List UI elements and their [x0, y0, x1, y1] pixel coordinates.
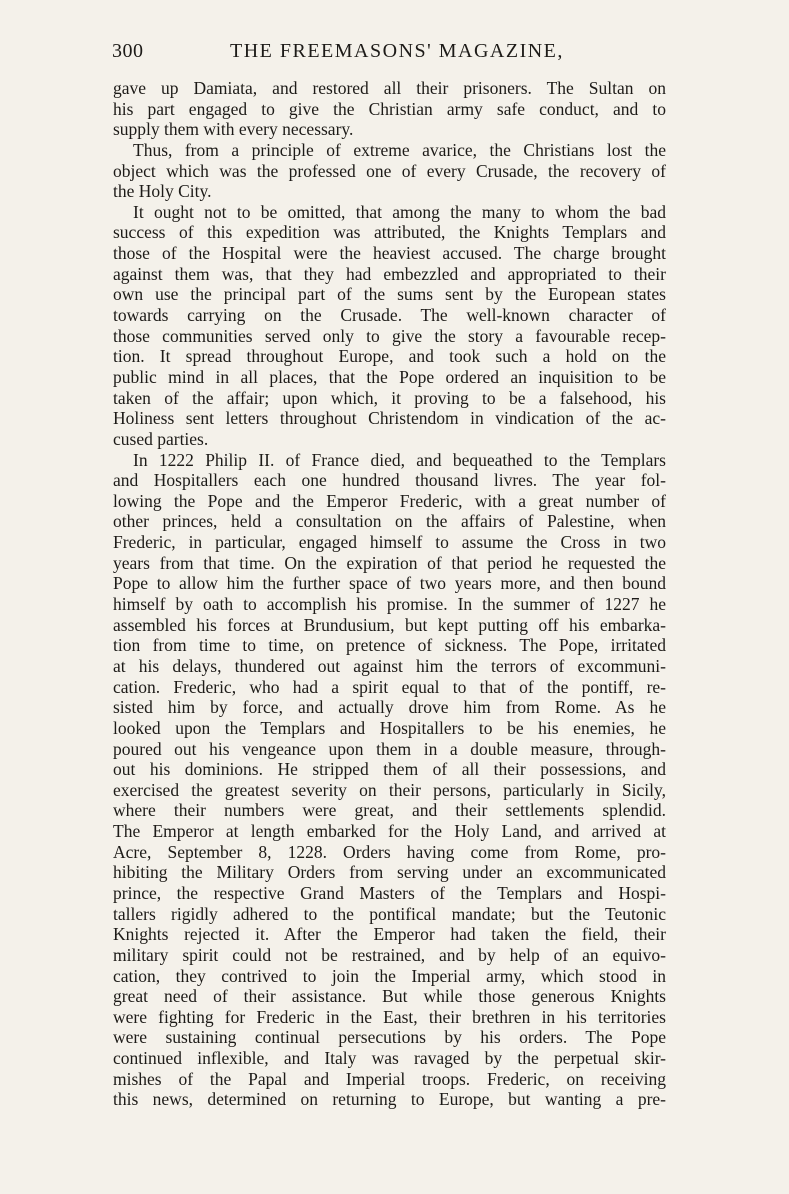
text-line: continued inflexible, and Italy was ravaged by the perpetual skir- — [113, 1048, 666, 1069]
text-line: and Hospitallers each one hundred thousand livres. The year fol- — [113, 470, 666, 491]
text-line: taken of the affair; upon which, it proving to be a falsehood, his — [113, 387, 666, 408]
text-line: cation, they contrived to join the Imperial army, which stood in — [113, 965, 666, 986]
article-body — [113, 78, 666, 1110]
text-line: assembled his forces at Brundusium, but kept putting off his embarka- — [113, 614, 666, 635]
text-line: sisted him by force, and actually drove him from Rome. As he — [113, 697, 666, 718]
text-line: against them was, that they had embezzled and appropriated to their — [113, 263, 666, 284]
text-line: the Holy City. — [113, 181, 212, 202]
text-line: gave up Damiata, and restored all their prisoners. The Sultan on — [113, 78, 666, 98]
text-line: military spirit could not be restrained, and by help of an equivo- — [113, 944, 666, 965]
text-line: object which was the professed one of every Crusade, the recovery of — [113, 160, 666, 181]
text-line: other princes, held a consultation on the affairs of Palestine, when — [113, 511, 666, 532]
text-line: prince, the respective Grand Masters of the Templars and Hospi- — [113, 882, 666, 903]
text-line: lowing the Pope and the Emperor Frederic, with a great number of — [113, 490, 666, 511]
text-line: at his delays, thundered out against him the terrors of excommuni- — [113, 655, 666, 676]
text-line: exercised the greatest severity on their persons, particularly in Sicily, — [113, 779, 666, 800]
text-line: Holiness sent letters throughout Christendom in vindication of the ac- — [113, 408, 666, 429]
text-line: cused parties. — [113, 428, 209, 449]
page-number: 300 — [112, 40, 144, 62]
text-line: hibiting the Military Orders from serving under an excommunicated — [113, 862, 666, 883]
text-line: Acre, September 8, 1228. Orders having come from Rome, pro- — [113, 841, 666, 862]
text-line: out his dominions. He stripped them of all their possessions, and — [113, 759, 666, 780]
text-line: where their numbers were great, and their settlements splendid. — [113, 800, 666, 821]
text-line: poured out his vengeance upon them in a double measure, through- — [113, 738, 666, 759]
text-line: tallers rigidly adhered to the pontifical mandate; but the Teutonic — [113, 903, 666, 924]
text-line: Frederic, in particular, engaged himself to assume the Cross in two — [113, 532, 666, 553]
running-title: THE FREEMASONS' MAGAZINE, — [230, 40, 564, 62]
text-line: those of the Hospital were the heaviest accused. The charge brought — [113, 243, 666, 264]
text-line: his part engaged to give the Christian army safe conduct, and to — [113, 98, 666, 119]
text-line: Thus, from a principle of extreme avarice, the Christians lost the — [133, 139, 666, 160]
text-line: tion from time to time, on pretence of sickness. The Pope, irritated — [113, 635, 666, 656]
text-line: Knights rejected it. After the Emperor had taken the field, their — [113, 924, 666, 945]
text-line: success of this expedition was attributed, the Knights Templars and — [113, 222, 666, 243]
page-header — [112, 40, 672, 70]
text-line: himself by oath to accomplish his promise. In the summer of 1227 he — [113, 594, 666, 615]
text-line: In 1222 Philip II. of France died, and bequeathed to the Templars — [133, 449, 666, 470]
text-line: supply them with every necessary. — [113, 119, 354, 140]
text-line: mishes of the Papal and Imperial troops. Frederic, on receiving — [113, 1068, 666, 1089]
text-line: looked upon the Templars and Hospitallers to be his enemies, he — [113, 717, 666, 738]
text-line: tion. It spread throughout Europe, and took such a hold on the — [113, 346, 666, 367]
text-line: great need of their assistance. But while those generous Knights — [113, 986, 666, 1007]
text-line: were sustaining continual persecutions by his orders. The Pope — [113, 1027, 666, 1048]
text-line: The Emperor at length embarked for the Holy Land, and arrived at — [113, 821, 666, 842]
text-line: public mind in all places, that the Pope ordered an inquisition to be — [113, 366, 666, 387]
text-line: this news, determined on returning to Europe, but wanting a pre- — [113, 1089, 666, 1110]
text-line: cation. Frederic, who had a spirit equal to that of the pontiff, re- — [113, 676, 666, 697]
text-line: own use the principal part of the sums sent by the European states — [113, 284, 666, 305]
text-line: It ought not to be omitted, that among the many to whom the bad — [133, 201, 666, 222]
text-line: Pope to allow him the further space of two years more, and then bound — [113, 573, 666, 594]
text-line: those communities served only to give the story a favourable recep- — [113, 325, 666, 346]
text-line: towards carrying on the Crusade. The well-known character of — [113, 305, 666, 326]
text-line: were fighting for Frederic in the East, their brethren in his territories — [113, 1006, 666, 1027]
text-line: years from that time. On the expiration of that period he requested the — [113, 552, 666, 573]
